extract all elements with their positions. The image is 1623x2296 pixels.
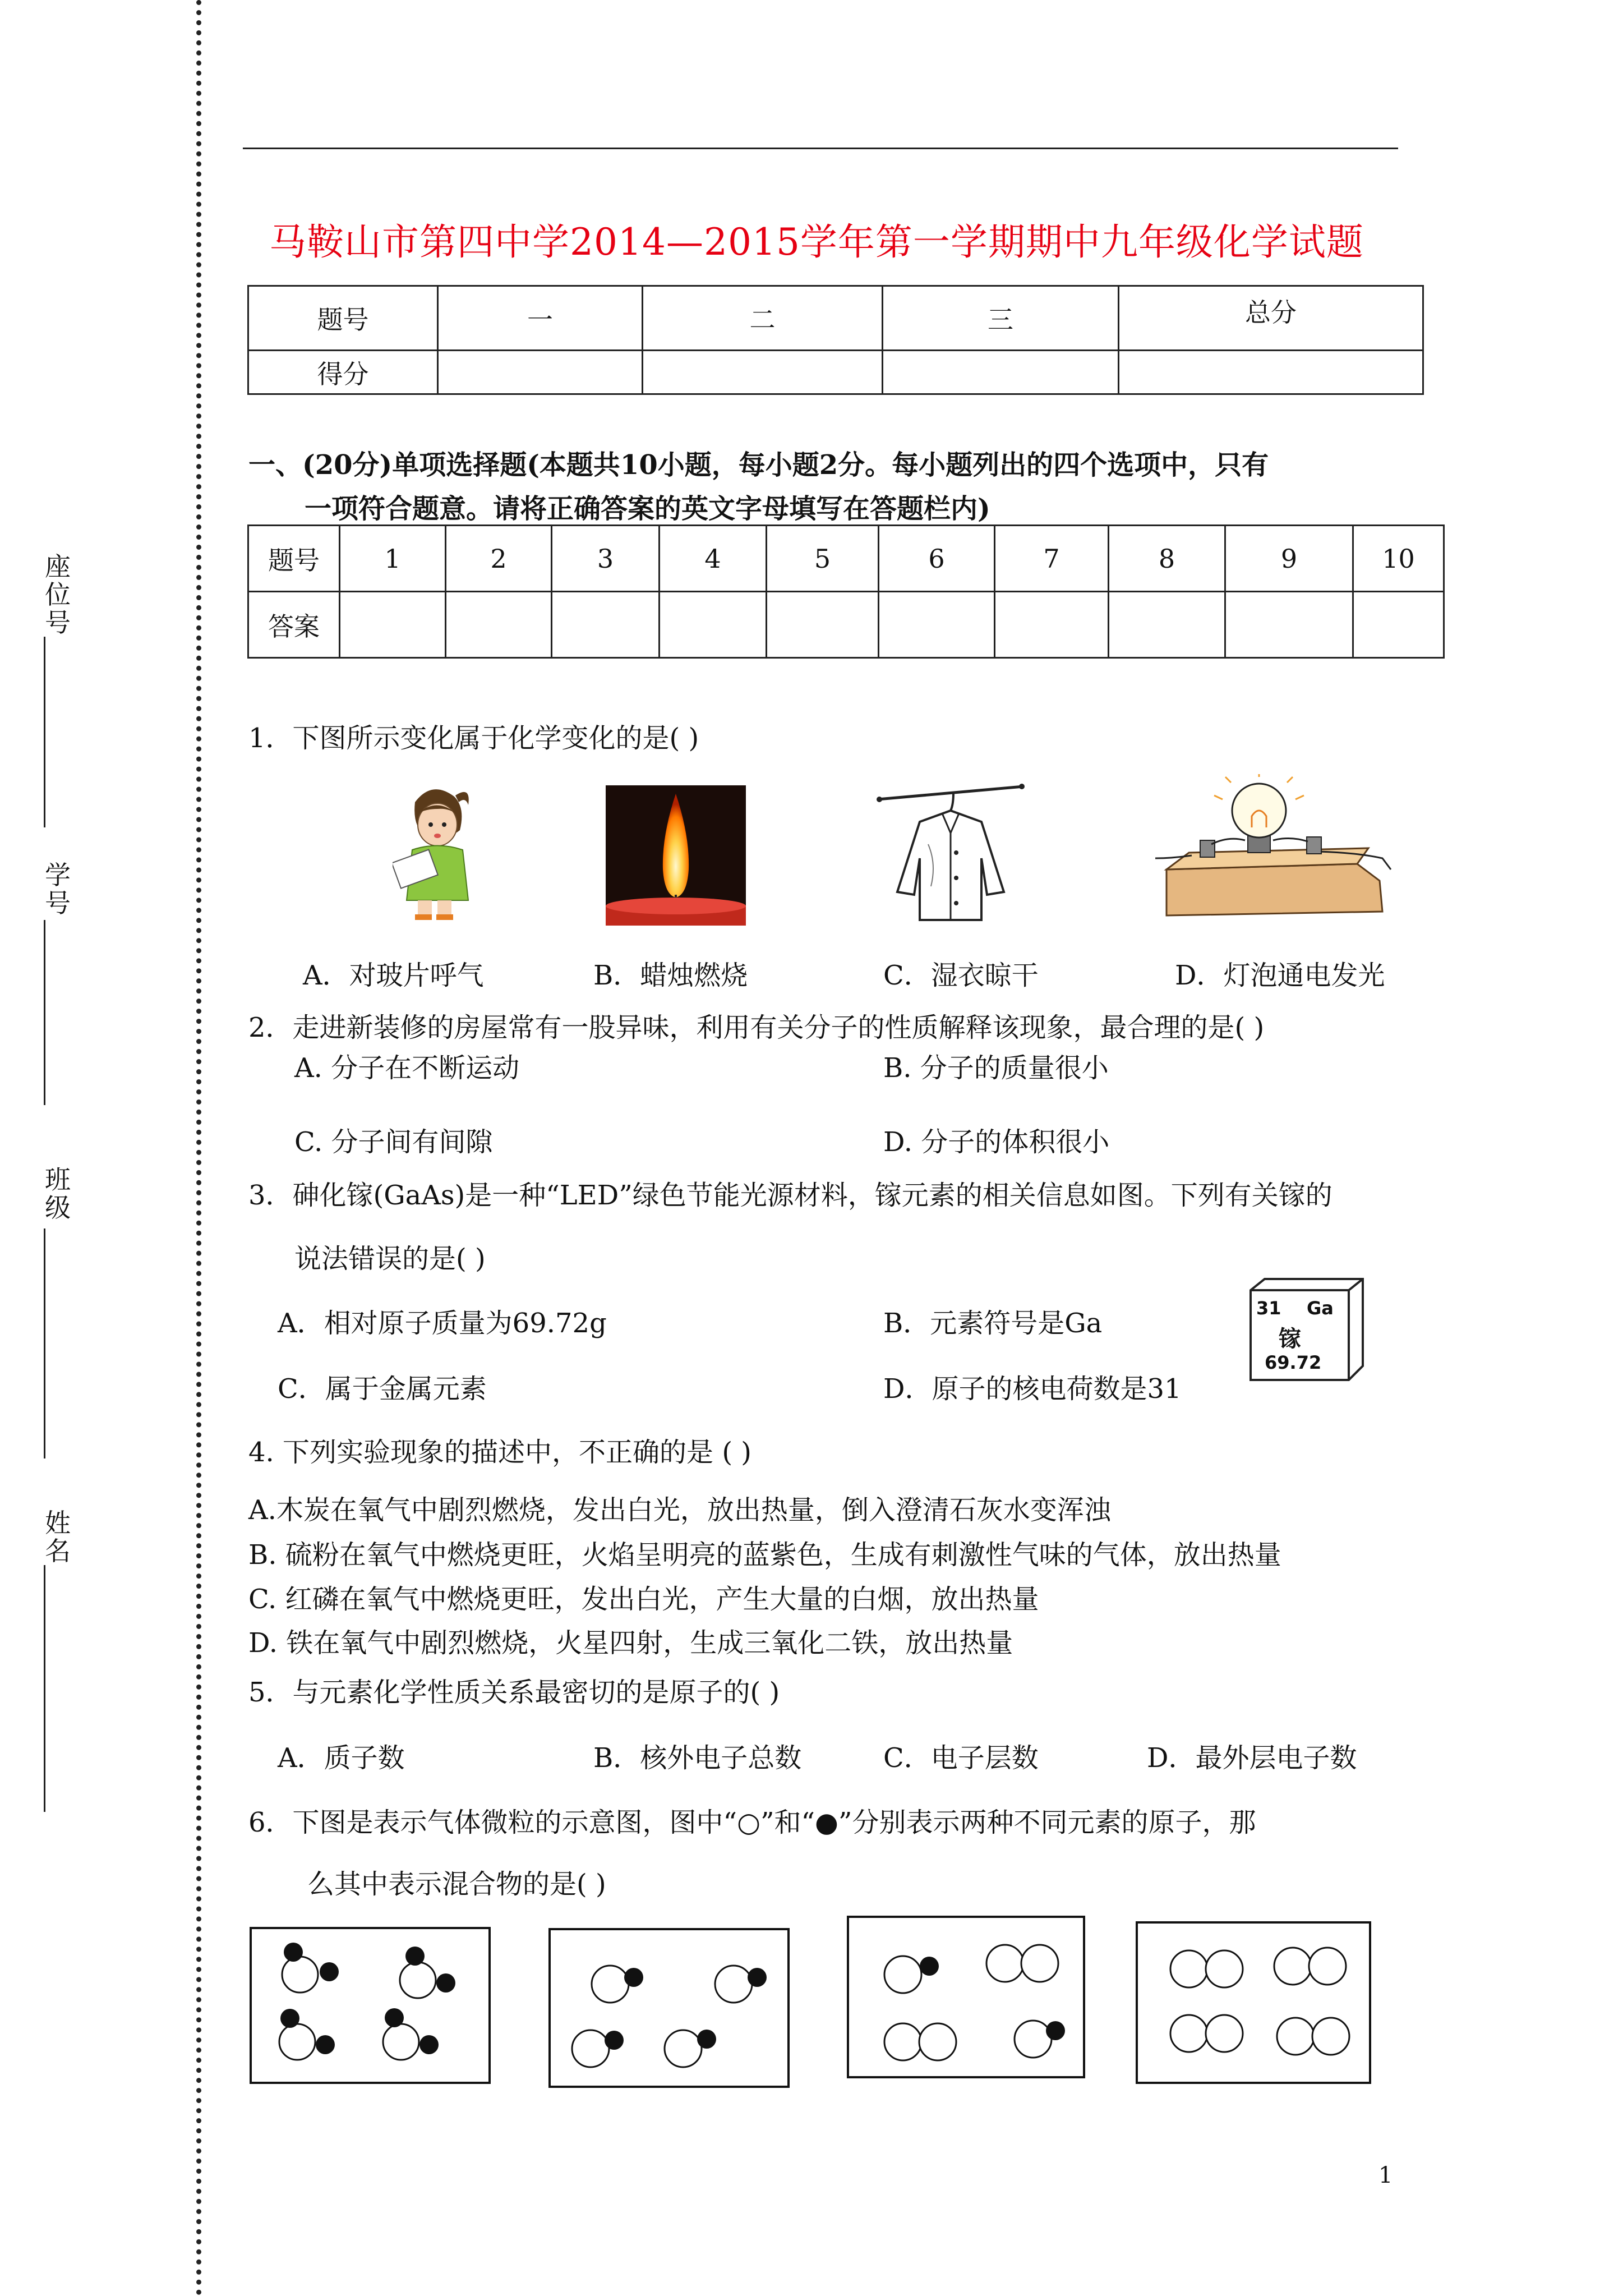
shirt-on-line-icon [875, 780, 1026, 926]
element-mass: 69.72 [1265, 1352, 1322, 1373]
answer-num: 6 [879, 526, 995, 592]
element-name: 镓 [1279, 1326, 1301, 1352]
answer-cell[interactable] [446, 592, 552, 658]
q4-stem: 4. 下列实验现象的描述中，不正确的是 ( ) [248, 1437, 752, 1468]
q3-option-b: B．元素符号是Ga [883, 1308, 1103, 1339]
score-cell[interactable] [643, 351, 883, 394]
class-blank [44, 1228, 45, 1458]
score-header-cell: 二 [643, 286, 883, 351]
gallium-element-card [1245, 1276, 1366, 1386]
q5-option-c: C．电子层数 [883, 1742, 1039, 1774]
answer-cell[interactable] [879, 592, 995, 658]
q2-option-a: A. 分子在不断运动 [294, 1052, 520, 1084]
q4-option-a: A.木炭在氧气中剧烈燃烧，发出白光，放出热量，倒入澄清石灰水变浑浊 [248, 1494, 1111, 1526]
q1-stem: 1．下图所示变化属于化学变化的是( ) [248, 723, 699, 754]
q6-stem-line1: 6．下图是表示气体微粒的示意图，图中“○”和“●”分别表示两种不同元素的原子，那 [248, 1807, 1256, 1838]
q5-option-d: D．最外层电子数 [1147, 1742, 1357, 1774]
header-rule [243, 148, 1398, 149]
score-header-cell: 一 [438, 286, 643, 351]
score-header-cell: 三 [883, 286, 1119, 351]
section1-heading-line2: 一项符合题意。请将正确答案的英文字母填写在答题栏内) [305, 493, 990, 524]
q1-option-b: B．蜡烛燃烧 [593, 960, 748, 991]
q5-option-a: A．质子数 [278, 1742, 405, 1774]
q1-option-d: D．灯泡通电发光 [1175, 960, 1385, 991]
answer-row-label: 答案 [248, 592, 340, 658]
answer-cell[interactable] [1353, 592, 1444, 658]
q2-option-b: B. 分子的质量很小 [883, 1052, 1109, 1084]
seat-blank [44, 637, 45, 827]
q3-option-c: C．属于金属元素 [278, 1373, 487, 1405]
q5-stem: 5．与元素化学性质关系最密切的是原子的( ) [248, 1677, 780, 1708]
candle-flame-icon [606, 785, 746, 926]
q2-option-d: D. 分子的体积很小 [883, 1126, 1110, 1158]
class-label: 班级 [45, 1165, 71, 1223]
name-blank [44, 1565, 45, 1812]
student-no-blank [44, 920, 45, 1105]
answer-num: 1 [340, 526, 446, 592]
page-number: 1 [1378, 2162, 1393, 2188]
answer-cell[interactable] [1225, 592, 1353, 658]
page-title: 马鞍山市第四中学2014—2015学年第一学期期中九年级化学试题 [269, 220, 1364, 264]
q3-stem-line1: 3．砷化镓(GaAs)是一种“LED”绿色节能光源材料，镓元素的相关信息如图。下列有关镓的 [248, 1180, 1332, 1211]
answer-num: 8 [1109, 526, 1225, 592]
answer-cell[interactable] [340, 592, 446, 658]
section1-heading-line1: 一、(20分)单项选择题(本题共10小题，每小题2分。每小题列出的四个选项中，只有 [248, 449, 1269, 481]
answer-cell[interactable] [1109, 592, 1225, 658]
particle-diagram-c [847, 1916, 1085, 2078]
binding-dotted-line [196, 0, 201, 2296]
answer-num: 7 [995, 526, 1109, 592]
q1-option-a: A．对玻片呼气 [303, 960, 484, 991]
answer-num: 4 [660, 526, 767, 592]
girl-breathing-icon [393, 780, 474, 920]
score-cell[interactable] [438, 351, 643, 394]
answer-cell[interactable] [767, 592, 879, 658]
q2-stem: 2．走进新装修的房屋常有一股异味，利用有关分子的性质解释该现象，最合理的是( ) [248, 1012, 1265, 1043]
score-header-cell: 总分 [1119, 286, 1423, 351]
score-cell[interactable] [1119, 351, 1423, 394]
score-header-cell: 题号 [248, 286, 438, 351]
answer-cell[interactable] [995, 592, 1109, 658]
q2-option-c: C. 分子间有间隙 [294, 1126, 493, 1158]
name-label: 姓名 [45, 1508, 71, 1566]
q3-option-d: D．原子的核电荷数是31 [883, 1373, 1182, 1405]
student-no-label: 学号 [45, 860, 71, 918]
q4-option-d: D. 铁在氧气中剧烈燃烧，火星四射，生成三氧化二铁，放出热量 [248, 1627, 1013, 1659]
element-symbol: Ga [1307, 1297, 1334, 1319]
answer-num: 10 [1353, 526, 1444, 592]
score-row-label: 得分 [248, 351, 438, 394]
answer-num: 9 [1225, 526, 1353, 592]
q3-option-a: A．相对原子质量为69.72g [278, 1308, 607, 1339]
bulb-circuit-icon [1133, 774, 1396, 920]
q6-stem-line2: 么其中表示混合物的是( ) [307, 1869, 606, 1900]
particle-diagram-b [548, 1928, 790, 2088]
score-table [247, 285, 1424, 395]
seat-label: 座位号 [45, 551, 71, 638]
score-cell[interactable] [883, 351, 1119, 394]
particle-diagram-d [1136, 1921, 1371, 2084]
answer-table [247, 524, 1445, 659]
particle-diagram-a [250, 1927, 491, 2084]
answer-num: 5 [767, 526, 879, 592]
answer-num: 2 [446, 526, 552, 592]
q3-stem-line2: 说法错误的是( ) [294, 1243, 486, 1274]
q5-option-b: B．核外电子总数 [593, 1742, 802, 1774]
answer-num: 3 [552, 526, 660, 592]
answer-cell[interactable] [660, 592, 767, 658]
q4-option-c: C. 红磷在氧气中燃烧更旺，发出白光，产生大量的白烟，放出热量 [248, 1584, 1039, 1615]
answer-cell[interactable] [552, 592, 660, 658]
element-atomic-number: 31 [1256, 1297, 1281, 1319]
q1-option-c: C．湿衣晾干 [883, 960, 1039, 991]
answer-num-label: 题号 [248, 526, 340, 592]
q4-option-b: B. 硫粉在氧气中燃烧更旺，火焰呈明亮的蓝紫色，生成有刺激性气味的气体，放出热量 [248, 1539, 1281, 1571]
